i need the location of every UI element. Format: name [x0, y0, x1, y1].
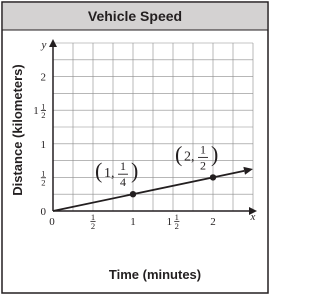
- point-label-x: 2,: [184, 149, 195, 165]
- x-axis-label: Time (minutes): [108, 267, 202, 282]
- x-tick-label-numerator: 1: [174, 212, 179, 223]
- y-tick-label-numerator: 1: [41, 168, 46, 179]
- x-tick-label: [49, 216, 55, 228]
- y-tick-label-denominator: 2: [41, 110, 46, 121]
- x-tick-label-text: 0: [49, 216, 55, 228]
- data-point: [210, 174, 216, 180]
- y-tick-label: [41, 139, 47, 151]
- y-tick-label-denominator: 2: [41, 177, 46, 188]
- x-tick-label-text: 2: [210, 216, 216, 228]
- y-tick-label-text: 2: [40, 71, 46, 84]
- y-tick-label: [41, 72, 47, 84]
- point-label-numerator: 1: [200, 142, 206, 157]
- point-label-paren-right: ): [211, 141, 219, 167]
- y-tick-label-whole: 1: [33, 105, 39, 118]
- chart-title: Vehicle Speed: [87, 8, 183, 24]
- point-label-paren-left: (: [95, 158, 103, 184]
- y-axis-name: y: [41, 39, 47, 51]
- x-tick-label: [130, 216, 136, 228]
- x-tick-label-numerator: 1: [90, 212, 96, 223]
- x-axis-name: x: [250, 211, 256, 223]
- x-tick-label-text: 1: [130, 216, 136, 228]
- point-label-x: 1,: [104, 166, 115, 182]
- point-label-numerator: 1: [120, 159, 126, 174]
- x-tick-label-whole: 1: [166, 216, 173, 228]
- x-tick-label-denominator: 2: [90, 220, 96, 231]
- y-tick-label-text: 0: [40, 206, 46, 218]
- y-tick-label-text: 1: [40, 138, 46, 151]
- x-tick-label: [90, 212, 95, 231]
- y-tick-label: [41, 206, 47, 218]
- point-label-denominator: 2: [200, 158, 206, 173]
- point-label-denominator: 4: [120, 175, 126, 190]
- y-axis-label: Distance (kilometers): [10, 64, 25, 196]
- point-label-paren-left: (: [175, 141, 183, 167]
- y-tick-label-numerator: 1: [41, 101, 46, 112]
- point-label-paren-right: ): [131, 158, 139, 184]
- x-tick-label: [210, 216, 216, 228]
- y-tick-label: [41, 168, 46, 187]
- x-tick-label-denominator: 2: [174, 220, 179, 231]
- data-point: [130, 191, 136, 197]
